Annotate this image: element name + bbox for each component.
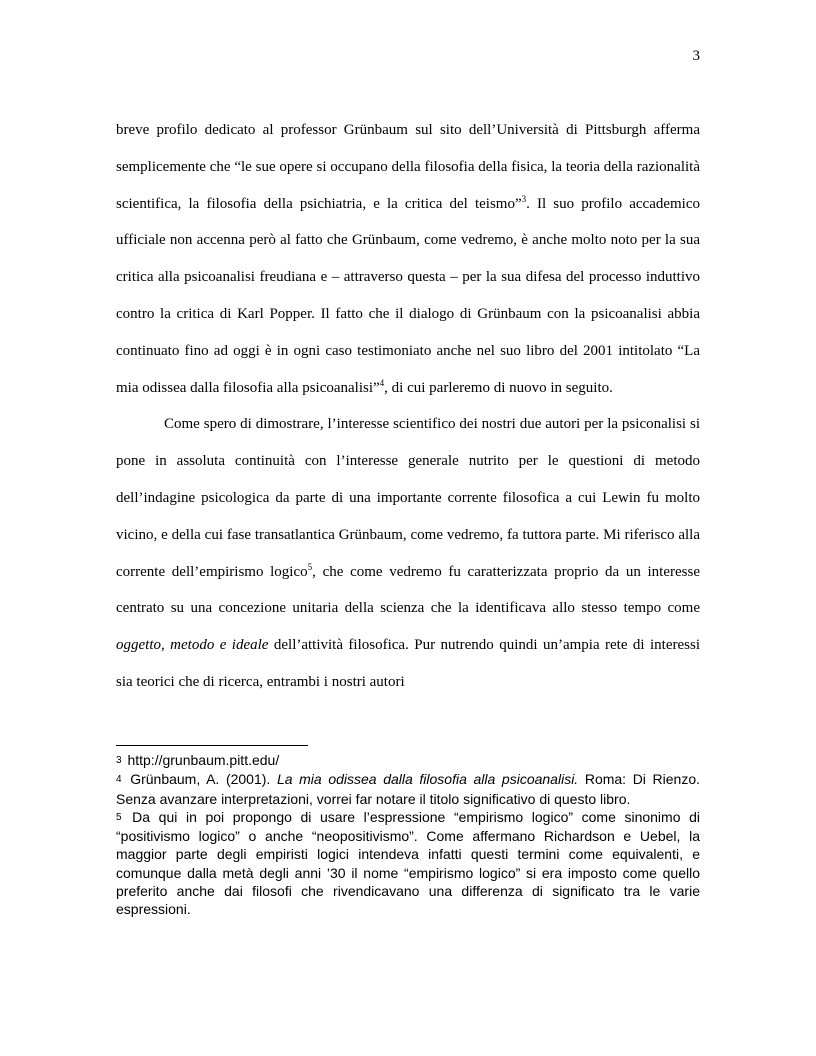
footnote xyxy=(116,751,700,770)
paragraph-text: . Il suo profilo accademico ufficiale non accenna però al fatto che Grünbaum, come vedremo, è anche molto noto per la sua critica alla psicoanalisi freudiana e – attraverso questa – per la sua difesa del processo induttivo contro la critica di Karl Popper. Il fatto che il dialogo di Grünbaum con la psicoanalisi abbia continuato fino ad oggi è in ogni caso testimoniato anche nel suo libro del 2001 intitolato “La mia odissea dalla filosofia alla psicoanalisi” xyxy=(116,195,700,396)
paragraph-text: breve profilo dedicato al professor Grünbaum sul sito dell’Università di Pittsburgh afferma semplicemente che “le sue opere si occupano della filosofia della fisica, la teoria della razionalità scientifica, la filosofia della psichiatria, e la critica del teismo” xyxy=(116,122,700,212)
footnote-mark: 3 xyxy=(116,755,122,766)
footnotes xyxy=(116,751,700,919)
paragraph xyxy=(116,112,700,406)
body-text xyxy=(116,112,700,701)
emphasized-text: oggetto, metodo e ideale xyxy=(116,637,269,654)
paragraph-text: Come spero di dimostrare, l’interesse scientifico dei nostri due autori per la psiconalisi si pone in assoluta continuità con l’interesse generale nutrito per le questioni di metodo dell’indagine psicologica da parte di una importante corrente filosofica a cui Lewin fu molto vicino, e della cui fase transatlantica Grünbaum, come vedremo, fa tuttora parte. Mi riferisco alla corrente dell’empirismo logico xyxy=(116,416,700,580)
book-title: La mia odissea dalla filosofia alla psicoanalisi. xyxy=(276,771,579,788)
footnote-reference[interactable]: 4 xyxy=(379,377,385,388)
footnote-separator xyxy=(116,745,308,746)
footnote-mark: 5 xyxy=(116,811,122,823)
paragraph-text: , di cui parleremo di nuovo in seguito. xyxy=(384,379,613,396)
footnote-text: Da qui in poi propongo di usare l’espressione “empirismo logico” come sinonimo di “positivismo logico” o anche “neopositivismo”. Come affermano Richardson e Uebel, la maggior parte degli empiristi logici intendeva infatti questi termini come equivalenti, e comunque dalla metà degli anni ’30 il nome “empirismo logico” si era imposto come quello preferito anche dai filosofi che rivendicavano una differenza di significato tra le varie espressioni. xyxy=(116,808,700,918)
footnote-reference[interactable]: 5 xyxy=(307,561,313,572)
footnote-text: Grünbaum, A. (2001). xyxy=(130,771,277,788)
footnote-mark: 4 xyxy=(116,774,122,786)
paragraph-text: dell’attività filosofica. Pur nutrendo quindi un’ampia rete di interessi sia teorici che di ricerca, entrambi i nostri autori xyxy=(116,637,700,690)
footnote-reference[interactable]: 3 xyxy=(521,193,527,204)
paragraph xyxy=(116,406,700,700)
footnote xyxy=(116,808,700,919)
page-number: 3 xyxy=(692,48,700,64)
footnote-text: Roma: Di Rienzo. Senza avanzare interpretazioni, vorrei far notare il titolo significativo di questo libro. xyxy=(116,771,701,807)
footnote-link[interactable]: http://grunbaum.pitt.edu/ xyxy=(127,752,280,768)
paragraph-text: , che come vedremo fu caratterizzata proprio da un interesse centrato su una concezione unitaria della scienza che la identificava allo stesso tempo come xyxy=(116,563,700,617)
footnote xyxy=(116,770,700,808)
